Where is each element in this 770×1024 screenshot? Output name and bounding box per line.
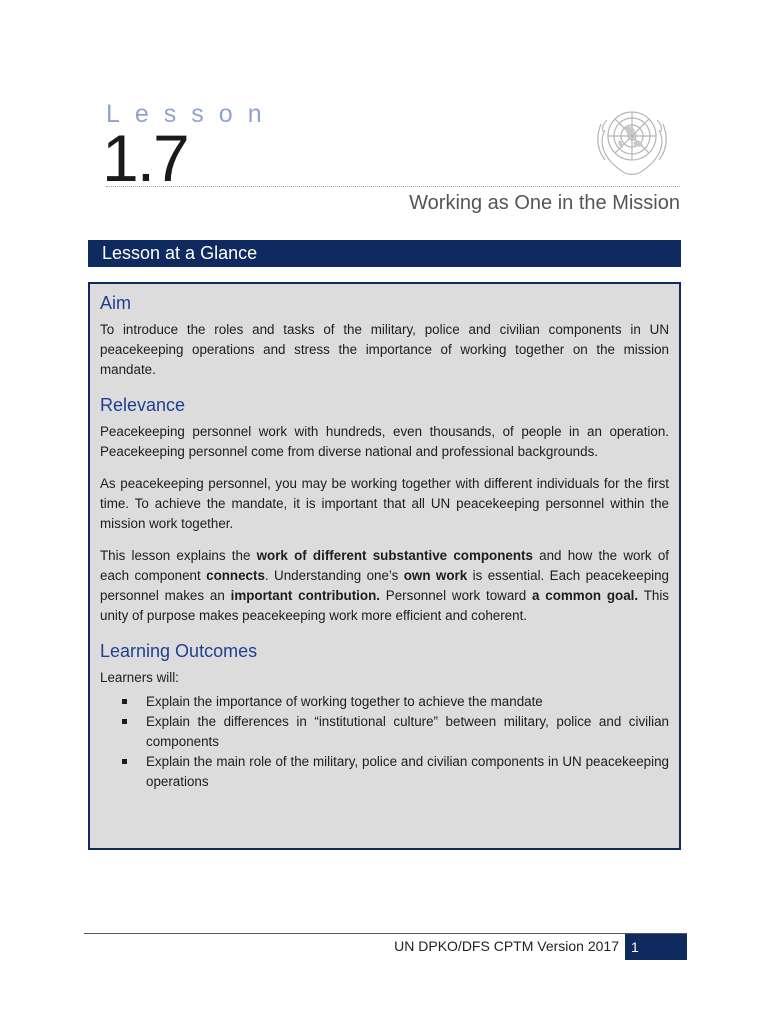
outcome-item <box>122 712 669 752</box>
lesson-number: 1.7 <box>102 121 188 195</box>
bullet-square-icon <box>122 759 127 764</box>
body-text: is essential. Each peacekeeping personnel makes an <box>100 568 670 603</box>
relevance-para-3 <box>100 546 669 626</box>
glance-bar: Lesson at a Glance <box>88 240 681 267</box>
page-number: 1 <box>625 934 687 960</box>
footer-doc-label: UN DPKO/DFS CPTM Version 2017 <box>394 938 619 954</box>
header-rule <box>106 186 680 187</box>
outcomes-intro: Learners will: <box>100 670 179 685</box>
relevance-para-1: Peacekeeping personnel work with hundreds, even thousands, of people in an operation. Peacekeeping personnel come from diverse national and professional backgrounds. <box>100 424 669 459</box>
footer-rule <box>84 933 687 934</box>
relevance-para-2: As peacekeeping personnel, you may be working together with different individuals for the first time. To achieve the mandate, it is important that all UN peacekeeping personnel within the mission work together. <box>100 476 669 531</box>
outcome-text: Explain the importance of working together to achieve the mandate <box>146 694 543 709</box>
lesson-title: Working as One in the Mission <box>409 192 680 214</box>
emphasis-text: work of different substantive components <box>256 548 533 563</box>
lesson-word: Lesson <box>106 100 277 128</box>
emphasis-text: own work <box>403 568 468 583</box>
body-text: This unity of purpose makes peacekeeping work more efficient and coherent. <box>100 588 669 623</box>
un-emblem-icon <box>585 100 679 182</box>
outcomes-list <box>100 692 669 792</box>
body-text: Personnel work toward <box>379 588 532 603</box>
body-text: This lesson explains the <box>100 548 257 563</box>
outcome-text: Explain the differences in “institutional culture” between military, police and civilian components <box>146 714 669 749</box>
outcome-item <box>122 752 669 792</box>
emphasis-text: a common goal. <box>532 588 639 603</box>
outcome-item <box>122 692 669 712</box>
aim-heading: Aim <box>100 293 131 313</box>
bullet-square-icon <box>122 719 127 724</box>
outcome-text: Explain the main role of the military, police and civilian components in UN peacekeeping operations <box>146 754 669 789</box>
lesson-summary-box <box>88 282 681 850</box>
outcomes-heading: Learning Outcomes <box>100 641 258 661</box>
aim-text: To introduce the roles and tasks of the military, police and civilian components in UN peacekeeping operations and stress the importance of working together on the mission mandate. <box>100 322 669 377</box>
emphasis-text: connects <box>206 568 265 583</box>
bullet-square-icon <box>122 699 127 704</box>
emphasis-text: important contribution. <box>230 588 380 603</box>
relevance-heading: Relevance <box>100 395 186 415</box>
body-text: . Understanding one’s <box>264 568 404 583</box>
body-text: and how the work of each component <box>100 548 669 583</box>
